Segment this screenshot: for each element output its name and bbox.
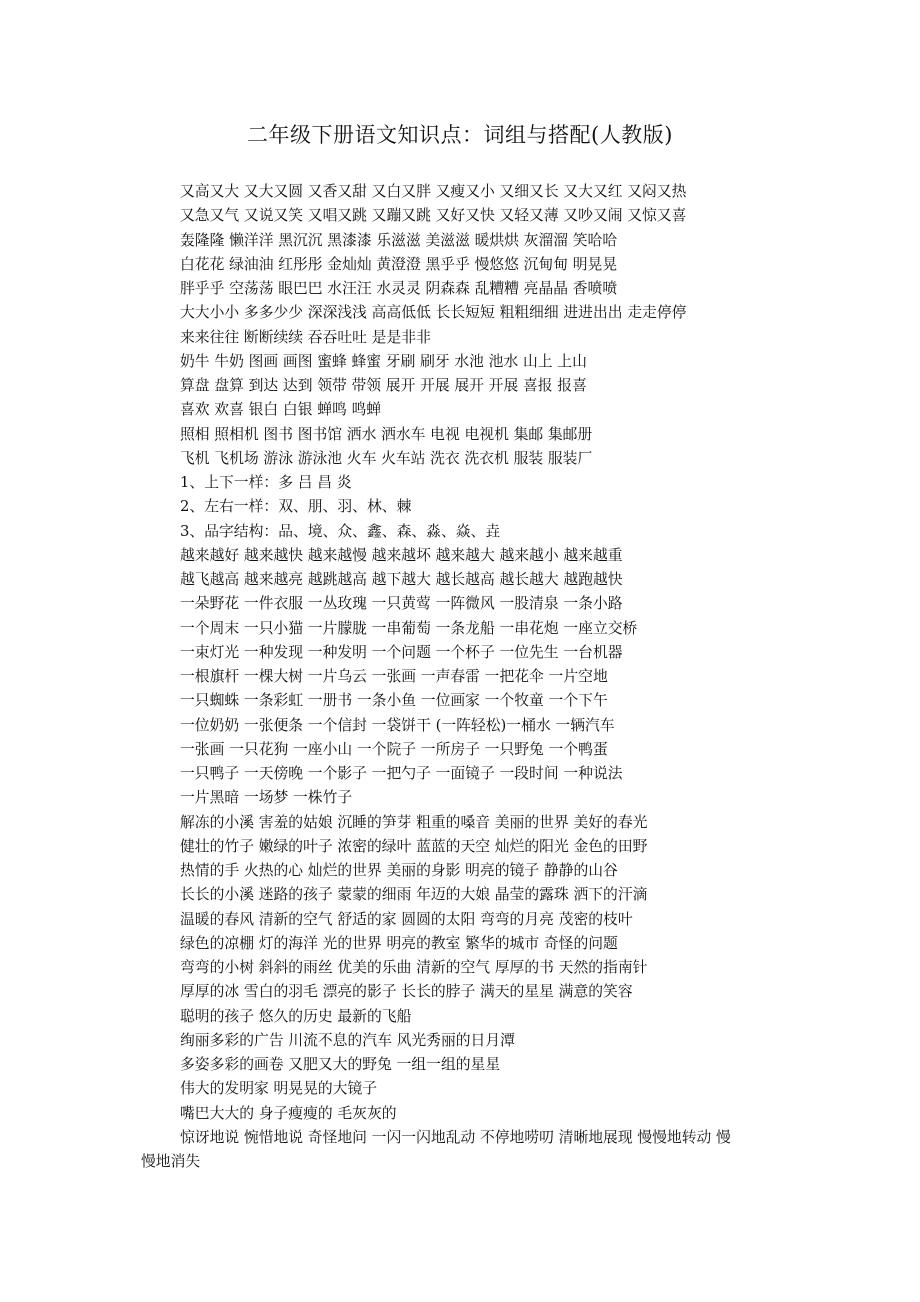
text-line: 一束灯光 一种发现 一种发明 一个问题 一个杯子 一位先生 一台机器	[180, 643, 623, 661]
text-line: 白花花 绿油油 红彤彤 金灿灿 黄澄澄 黑乎乎 慢悠悠 沉甸甸 明晃晃	[180, 255, 618, 273]
text-line: 长长的小溪 迷路的孩子 蒙蒙的细雨 年迈的大娘 晶莹的露珠 洒下的汗滴	[180, 886, 648, 904]
text-line: 健壮的竹子 嫩绿的叶子 浓密的绿叶 蓝蓝的天空 灿烂的阳光 金色的田野	[180, 837, 648, 855]
text-line: 热情的手 火热的心 灿烂的世界 美丽的身影 明亮的镜子 静静的山谷	[180, 862, 618, 879]
final-paragraph-line-1: 惊讶地说 惋惜地说 奇怪地问 一闪一闪地乱动 不停地唠叨 清晰地展现 慢慢地转动 慢	[180, 1129, 731, 1146]
text-line: 越来越好 越来越快 越来越慢 越来越坏 越来越大 越来越小 越来越重	[180, 546, 623, 564]
text-line: 算盘 盘算 到达 达到 领带 带领 展开 开展 展开 开展 喜报 报喜	[180, 377, 587, 394]
text-line: 越飞越高 越来越亮 越跳越高 越下越大 越长越高 越长越大 越跑越快	[180, 571, 623, 588]
text-line: 聪明的孩子 悠久的历史 最新的飞船	[180, 1007, 412, 1025]
text-line: 厚厚的冰 雪白的羽毛 漂亮的影子 长长的脖子 满天的星星 满意的笑容	[180, 983, 633, 1001]
text-line: 又急又气 又说又笑 又唱又跳 又蹦又跳 又好又快 又轻又薄 又吵又闹 又惊又喜	[180, 207, 687, 225]
text-line: 2、左右一样：双、朋、羽、林、棘	[180, 498, 412, 516]
final-paragraph-line-2: 慢地消失	[141, 1153, 201, 1171]
text-line: 一只鸭子 一天傍晚 一个影子 一把勺子 一面镜子 一段时间 一种说法	[180, 765, 623, 782]
text-line: 一只蜘蛛 一条彩虹 一册书 一条小鱼 一位画家 一个牧童 一个下午	[180, 692, 608, 710]
text-line: 喜欢 欢喜 银白 白银 蝉鸣 鸣蝉	[180, 401, 382, 419]
text-line: 3、品字结构：品、境、众、鑫、森、淼、焱、垚	[180, 522, 501, 540]
text-line: 温暖的春风 清新的空气 舒适的家 圆圆的太阳 弯弯的月亮 茂密的枝叶	[180, 910, 633, 928]
document-title: 二年级下册语文知识点：词组与搭配(人教版)	[247, 123, 673, 147]
text-line: 解冻的小溪 害羞的姑娘 沉睡的笋芽 粗重的嗓音 美丽的世界 美好的春光	[180, 813, 648, 831]
text-line: 照相 照相机 图书 图书馆 洒水 洒水车 电视 电视机 集邮 集邮册	[180, 425, 593, 443]
final-paragraph	[141, 1126, 801, 1175]
text-line: 弯弯的小树 斜斜的雨丝 优美的乐曲 清新的空气 厚厚的书 天然的指南针	[180, 959, 648, 976]
text-line: 大大小小 多多少少 深深浅浅 高高低低 长长短短 粗粗细细 进进出出 走走停停	[180, 304, 687, 322]
text-line: 一朵野花 一件衣服 一丛玫瑰 一只黄莺 一阵微风 一股清泉 一条小路	[180, 595, 623, 613]
text-line: 飞机 飞机场 游泳 游泳池 火车 火车站 洗衣 洗衣机 服装 服装厂	[180, 449, 593, 467]
text-line: 一位奶奶 一张便条 一个信封 一袋饼干 (一阵轻松)一桶水 一辆汽车	[180, 716, 615, 734]
text-line: 一根旗杆 一棵大树 一片乌云 一张画 一声春雷 一把花伞 一片空地	[180, 668, 608, 685]
text-line: 又高又大 又大又圆 又香又甜 又白又胖 又瘦又小 又细又长 又大又红 又闷又热	[180, 183, 687, 200]
text-line: 一片黑暗 一场梦 一株竹子	[180, 789, 353, 807]
document-body	[180, 180, 820, 1126]
text-line: 一个周末 一只小猫 一片朦胧 一串葡萄 一条龙船 一串花炮 一座立交桥	[180, 619, 638, 637]
text-line: 1、上下一样：多 吕 昌 炎	[180, 474, 352, 491]
text-line: 多姿多彩的画卷 又肥又大的野兔 一组一组的星星	[180, 1056, 501, 1073]
text-line: 轰隆隆 懒洋洋 黑沉沉 黑漆漆 乐滋滋 美滋滋 暖烘烘 灰溜溜 笑哈哈	[180, 231, 618, 249]
text-line: 绿色的凉棚 灯的海洋 光的世界 明亮的教室 繁华的城市 奇怪的问题	[180, 934, 618, 952]
text-line: 来来往往 断断续续 吞吞吐吐 是是非非	[180, 328, 431, 346]
text-line: 伟大的发明家 明晃晃的大镜子	[180, 1080, 378, 1098]
text-line: 胖乎乎 空荡荡 眼巴巴 水汪汪 水灵灵 阴森森 乱糟糟 亮晶晶 香喷喷	[180, 280, 618, 297]
text-line: 一张画 一只花狗 一座小山 一个院子 一所房子 一只野兔 一个鸭蛋	[180, 740, 608, 758]
text-line: 奶牛 牛奶 图画 画图 蜜蜂 蜂蜜 牙刷 刷牙 水池 池水 山上 上山	[180, 352, 587, 370]
text-line: 嘴巴大大的 身子瘦瘦的 毛灰灰的	[180, 1104, 397, 1122]
text-line: 绚丽多彩的广告 川流不息的汽车 风光秀丽的日月潭	[180, 1031, 515, 1049]
